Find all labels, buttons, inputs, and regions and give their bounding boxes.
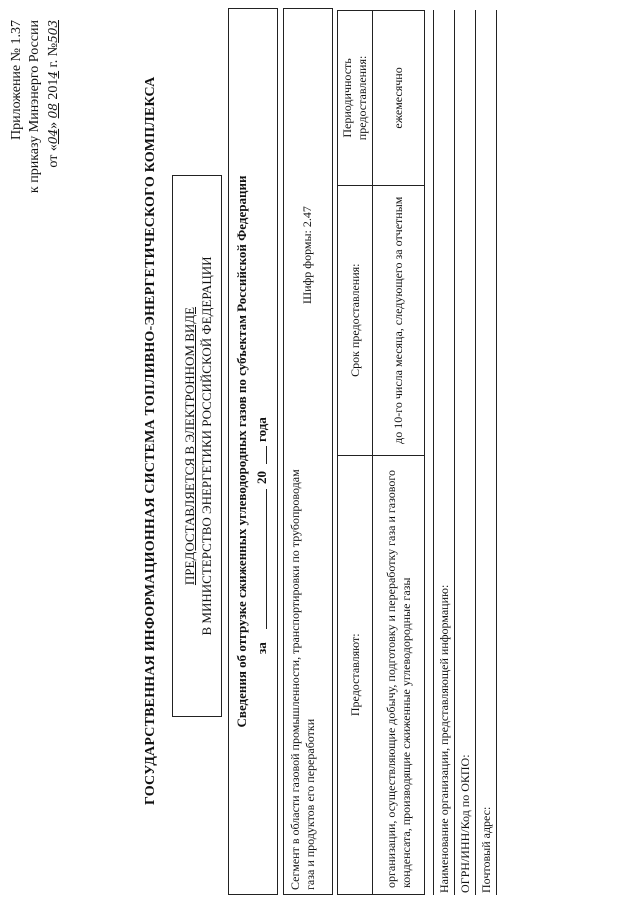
handwritten-year-digit: 4 (46, 70, 60, 79)
handwritten-order-number: 503 (46, 20, 60, 43)
appendix-header (8, 20, 63, 440)
segment-box (283, 8, 333, 895)
handwritten-day: 04 (46, 128, 60, 145)
table-header-row (338, 11, 373, 895)
period-suffix: года (254, 417, 269, 442)
segment-text: Сегмент в области газовой промышленности, транспортировки по трубопроводам газа и продуктов его переработки (288, 469, 317, 890)
cell-deadline: до 10-го числа месяца, следующего за отчетным (373, 185, 425, 455)
submission-notice-line1: ПРЕДОСТАВЛЯЕТСЯ В ЭЛЕКТРОННОМ ВИДЕ (182, 306, 197, 586)
submission-table (337, 10, 425, 895)
report-title: Сведения об отгрузке сжиженных углеводородных газов по субъектам Российской Федерации (234, 175, 249, 728)
year-prefix: 20 (254, 471, 269, 484)
organization-info (433, 10, 497, 895)
report-title-box (228, 8, 278, 895)
cell-frequency: ежемесячно (373, 11, 425, 186)
org-ids-line: ОГРН/ИНН/Код по ОКПО: (454, 10, 475, 895)
submission-notice-box (172, 175, 222, 717)
appendix-title: Приложение № 1.37 (9, 20, 24, 140)
page-title: ГОСУДАРСТВЕННАЯ ИНФОРМАЦИОННАЯ СИСТЕМА ТОПЛИВНО-ЭНЕРГЕТИЧЕСКОГО КОМПЛЕКСА (143, 76, 158, 805)
submission-notice-line2: В МИНИСТЕРСТВО ЭНЕРГЕТИКИ РОССИЙСКОЙ ФЕДЕРАЦИИ (199, 256, 214, 636)
org-name-line: Наименование организации, представляющей информацию: (433, 10, 454, 895)
table-row (373, 11, 425, 895)
period-prefix: за (254, 642, 269, 654)
header-who: Предоставляют: (338, 455, 373, 894)
period-blank (266, 489, 267, 629)
header-frequency: Периодичность предоставления: (338, 11, 373, 186)
org-address-line: Почтовый адрес: (475, 10, 497, 895)
appendix-order: к приказу Минэнерго России (27, 20, 42, 194)
cell-who: организации, осуществляющие добычу, подготовку и переработку газа и газового конденсата, производящие сжиженные углеводородные газы (373, 455, 425, 894)
form-code: Шифр формы: 2.47 (300, 206, 314, 304)
header-deadline: Срок предоставления: (338, 185, 373, 455)
appendix-date-line: от «04» 08 2014 г. №503 (46, 20, 61, 168)
handwritten-month: 08 (46, 103, 60, 119)
year-blank (266, 446, 267, 464)
